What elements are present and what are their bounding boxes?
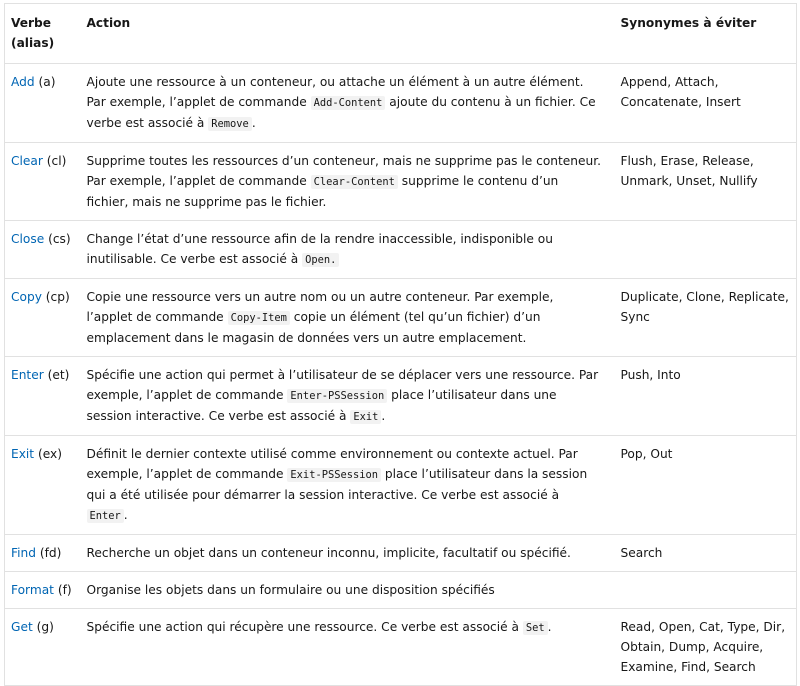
action-text: . (123, 508, 128, 522)
action-cell (83, 572, 615, 609)
synonyms-cell: Read, Open, Cat, Type, Dir, Obtain, Dump, Acquire, Examine, Find, Search (615, 609, 797, 686)
action-cell (83, 609, 615, 686)
verb-link-enter[interactable]: Enter (11, 368, 44, 382)
verb-cell (5, 279, 83, 357)
verb-link-format[interactable]: Format (11, 583, 54, 597)
verbs-table-container (4, 3, 796, 686)
verb-alias: (cs) (48, 232, 71, 246)
table-row (5, 143, 797, 221)
action-text: Définit le dernier contexte utilisé comme environnement ou contexte actuel. Par exemple, l’applet de commande (86, 447, 578, 481)
verbs-table (4, 3, 797, 686)
inline-code: Copy-Item (228, 311, 290, 325)
table-row (5, 64, 797, 143)
action-text: Copie une ressource vers un autre nom ou un autre conteneur. Par exemple, l’applet de commande (86, 290, 554, 324)
table-row (5, 436, 797, 535)
verb-alias: (g) (36, 620, 54, 634)
action-text: Spécifie une action qui permet à l’utilisateur de se déplacer vers une ressource. Par exemple, l’applet de commande (86, 368, 599, 402)
action-text: . (547, 620, 552, 634)
action-cell (83, 436, 615, 535)
verb-link-get[interactable]: Get (11, 620, 33, 634)
action-cell (83, 221, 615, 279)
action-text: Spécifie une action qui récupère une ressource. Ce verbe est associé à (86, 620, 523, 634)
action-cell (83, 279, 615, 357)
action-text: Recherche un objet dans un conteneur inconnu, implicite, facultatif ou spécifié. (86, 546, 571, 560)
synonyms-cell: Search (615, 535, 797, 572)
table-row (5, 221, 797, 279)
synonyms-cell: Push, Into (615, 357, 797, 436)
action-cell (83, 64, 615, 143)
inline-code: Enter (87, 509, 124, 523)
action-cell (83, 143, 615, 221)
inline-code: Add-Content (311, 96, 386, 110)
verb-alias: (cl) (46, 154, 67, 168)
verb-link-exit[interactable]: Exit (11, 447, 35, 461)
verb-alias: (ex) (37, 447, 62, 461)
inline-code: Exit-PSSession (287, 468, 381, 482)
table-body (5, 64, 797, 686)
table-header-row (5, 4, 797, 64)
verb-link-add[interactable]: Add (11, 75, 35, 89)
action-text: copie un élément (tel qu’un fichier) d’un emplacement dans le magasin de données vers un autre emplacement. (86, 310, 541, 345)
verb-link-close[interactable]: Close (11, 232, 45, 246)
verb-cell (5, 143, 83, 221)
inline-code: Remove (208, 117, 252, 131)
inline-code: Enter-PSSession (287, 389, 387, 403)
inline-code: Clear-Content (311, 175, 398, 189)
verb-cell (5, 572, 83, 609)
verb-alias: (cp) (45, 290, 70, 304)
table-row (5, 609, 797, 686)
inline-code: Exit (350, 410, 381, 424)
action-text: . (251, 116, 256, 130)
action-text: . (381, 409, 386, 423)
header-synonyms: Synonymes à éviter (615, 4, 797, 64)
action-text: Ajoute une ressource à un conteneur, ou attache un élément à un autre élément. Par exemple, l’applet de commande (86, 75, 584, 109)
action-text: Organise les objets dans un formulaire ou une disposition spécifiés (86, 583, 495, 597)
verb-alias: (f) (57, 583, 72, 597)
action-text: Supprime toutes les ressources d’un conteneur, mais ne supprime pas le conteneur. Par exemple, l’applet de commande (86, 154, 602, 188)
table-row (5, 357, 797, 436)
action-cell (83, 357, 615, 436)
verb-alias: (fd) (39, 546, 62, 560)
synonyms-cell (615, 572, 797, 609)
action-text: ajoute du contenu à un fichier. Ce verbe est associé à (86, 95, 596, 130)
action-cell (83, 535, 615, 572)
action-text: place l’utilisateur dans la session qui a été utilisée pour démarrer la session interactive. Ce verbe est associé à (86, 467, 588, 502)
table-row (5, 572, 797, 609)
verb-alias: (a) (38, 75, 56, 89)
verb-link-find[interactable]: Find (11, 546, 36, 560)
synonyms-cell: Duplicate, Clone, Replicate, Sync (615, 279, 797, 357)
verb-cell (5, 436, 83, 535)
action-text: place l’utilisateur dans une session interactive. Ce verbe est associé à (86, 388, 557, 423)
synonyms-cell (615, 221, 797, 279)
verb-cell (5, 535, 83, 572)
verb-link-copy[interactable]: Copy (11, 290, 42, 304)
table-row (5, 535, 797, 572)
action-text: Change l’état d’une ressource afin de la rendre inaccessible, indisponible ou inutilisable. Ce verbe est associé à (86, 232, 553, 266)
verb-cell (5, 221, 83, 279)
inline-code: Open. (302, 253, 339, 267)
header-action: Action (83, 4, 615, 64)
verb-cell (5, 64, 83, 143)
inline-code: Set (523, 621, 548, 635)
verb-cell (5, 609, 83, 686)
verb-cell (5, 357, 83, 436)
action-text: supprime le contenu d’un fichier, mais ne supprime pas le fichier. (86, 174, 559, 209)
synonyms-cell: Append, Attach, Concatenate, Insert (615, 64, 797, 143)
synonyms-cell: Flush, Erase, Release, Unmark, Unset, Nullify (615, 143, 797, 221)
header-verb: Verbe (alias) (5, 4, 83, 64)
verb-alias: (et) (47, 368, 70, 382)
verb-link-clear[interactable]: Clear (11, 154, 43, 168)
table-row (5, 279, 797, 357)
synonyms-cell: Pop, Out (615, 436, 797, 535)
